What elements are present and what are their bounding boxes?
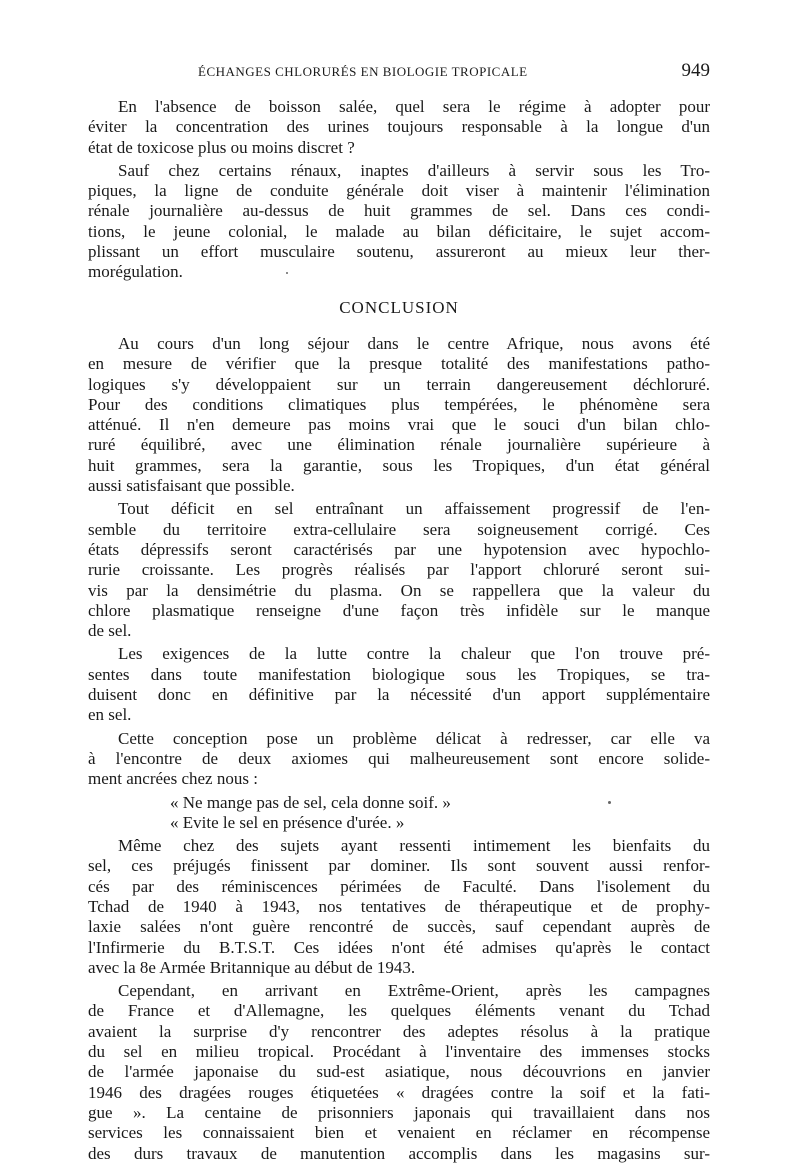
text-line: atténué. Il n'en demeure pas moins vrai que le souci d'un bilan chlo- bbox=[88, 415, 710, 435]
paragraph-prejudices bbox=[88, 836, 710, 978]
text-line: ment ancrées chez nous : bbox=[88, 769, 258, 789]
paragraph-axioms bbox=[88, 729, 710, 790]
page-header bbox=[88, 60, 710, 84]
text-line: à l'encontre de deux axiomes qui malheureusement sont encore solide- bbox=[88, 748, 710, 768]
paragraph-heat-demands bbox=[88, 644, 710, 725]
text-line: piques, la ligne de conduite générale doit viser à maintenir l'élimination bbox=[88, 181, 710, 201]
quote-line: « Evite le sel en présence d'urée. » bbox=[170, 812, 405, 832]
text-line: gue ». La centaine de prisonniers japonais qui travaillaient dans nos bbox=[88, 1102, 710, 1122]
text-line: des durs travaux de manutention accomplis dans les magasins sur- bbox=[88, 1143, 710, 1163]
text-line: chlore plasmatique renseigne d'une façon très infidèle sur le manque bbox=[88, 600, 710, 620]
text-line: avec la 8e Armée Britannique au début de 1943. bbox=[88, 957, 416, 977]
paragraph-africa-stay bbox=[88, 334, 710, 496]
text-line: sentes dans toute manifestation biologique sous les Tropiques, se tra- bbox=[88, 664, 710, 684]
text-line: Au cours d'un long séjour dans le centre Afrique, nous avons été bbox=[118, 333, 710, 353]
text-line: rurie croissante. Les progrès réalisés par l'apport chloruré seront sui- bbox=[88, 560, 710, 580]
text-line: morégulation. bbox=[88, 262, 183, 282]
text-line: Tchad de 1940 à 1943, nos tentatives de thérapeutique et de prophy- bbox=[88, 896, 710, 916]
text-line: logiques s'y développaient sur un terrain dangereusement déchloruré. bbox=[88, 374, 710, 394]
text-line: 1946 des dragées rouges étiquetées « dragées contre la soif et la fati- bbox=[88, 1082, 710, 1102]
text-line: tions, le jeune colonial, le malade au bilan déficitaire, le sujet accom- bbox=[88, 221, 710, 241]
text-line: Cependant, en arrivant en Extrême-Orient, après les campagnes bbox=[118, 981, 710, 1001]
page-number: 949 bbox=[681, 60, 710, 81]
text-line: cés par des réminiscences périmées de Faculté. Dans l'isolement du bbox=[88, 876, 710, 896]
text-line: En l'absence de boisson salée, quel sera le régime à adopter pour bbox=[118, 97, 710, 116]
print-speck bbox=[608, 801, 611, 804]
paragraph-far-east bbox=[88, 981, 710, 1164]
text-line: semble du territoire extra-cellulaire sera soigneusement corrigé. Ces bbox=[88, 519, 710, 539]
quote-block bbox=[88, 793, 710, 834]
text-line: laxie salées n'ont guère rencontré de succès, sauf cependant auprès de bbox=[88, 917, 710, 937]
text-line: Même chez des sujets ayant ressenti intimement les bienfaits du bbox=[118, 836, 710, 856]
text-line: rénale journalière au-dessus de huit grammes de sel. Dans ces condi- bbox=[88, 201, 710, 221]
text-line: en sel. bbox=[88, 705, 132, 725]
text-line: en mesure de vérifier que la presque totalité des manifestations patho- bbox=[88, 354, 710, 374]
text-line: état de toxicose plus ou moins discret ? bbox=[88, 137, 355, 157]
paragraph-salt-deficit bbox=[88, 499, 710, 641]
text-line: sel, ces préjugés finissent par dominer. Ils sont souvent aussi renfor- bbox=[88, 856, 710, 876]
print-speck bbox=[286, 272, 288, 274]
text-line: états dépressifs seront caractérisés par une hypotension avec hypochlo- bbox=[88, 539, 710, 559]
paragraph-renal-elimination bbox=[88, 161, 710, 283]
text-line: Tout déficit en sel entraînant un affaissement progressif de l'en- bbox=[118, 499, 710, 519]
text-line: services les connaissaient bien et venaient en réclamer en récompense bbox=[88, 1123, 710, 1143]
text-line: avaient la surprise d'y rencontrer des adeptes résolus à la pratique bbox=[88, 1021, 710, 1041]
text-line: éviter la concentration des urines toujours responsable à la longue d'un bbox=[88, 117, 710, 137]
text-line: Sauf chez certains rénaux, inaptes d'ailleurs à servir sous les Tro- bbox=[118, 160, 710, 180]
paragraph-salt-regime bbox=[88, 97, 710, 158]
text-line: l'Infirmerie du B.T.S.T. Ces idées n'ont été admises qu'après le contact bbox=[88, 937, 710, 957]
quote-line: « Ne mange pas de sel, cela donne soif. » bbox=[170, 792, 451, 812]
text-line: plissant un effort musculaire soutenu, assureront au mieux leur ther- bbox=[88, 242, 710, 262]
section-heading: CONCLUSION bbox=[339, 297, 459, 317]
text-line: de l'armée japonaise du sud-est asiatique, nous découvrions en janvier bbox=[88, 1062, 710, 1082]
text-line: vis par la densimétrie du plasma. On se rappellera que la valeur du bbox=[88, 580, 710, 600]
text-line: duisent donc en définitive par la nécessité d'un apport supplémentaire bbox=[88, 685, 710, 705]
text-line: ruré équilibré, avec une élimination rénale journalière supérieure à bbox=[88, 435, 710, 455]
text-line: de France et d'Allemagne, les quelques éléments venant du Tchad bbox=[88, 1001, 710, 1021]
text-line: de sel. bbox=[88, 621, 132, 641]
text-line: du sel en milieu tropical. Procédant à l'inventaire des immenses stocks bbox=[88, 1042, 710, 1062]
body-text bbox=[88, 97, 710, 1167]
text-line: Cette conception pose un problème délicat à redresser, car elle va bbox=[118, 728, 710, 748]
text-line: Les exigences de la lutte contre la chaleur que l'on trouve pré- bbox=[118, 644, 710, 664]
text-line: aussi satisfaisant que possible. bbox=[88, 476, 295, 496]
text-line: Pour des conditions climatiques plus tempérées, le phénomène sera bbox=[88, 394, 710, 414]
text-line: huit grammes, sera la garantie, sous les Tropiques, d'un état général bbox=[88, 455, 710, 475]
running-title: ÉCHANGES CHLORURÉS EN BIOLOGIE TROPICALE bbox=[198, 64, 528, 79]
